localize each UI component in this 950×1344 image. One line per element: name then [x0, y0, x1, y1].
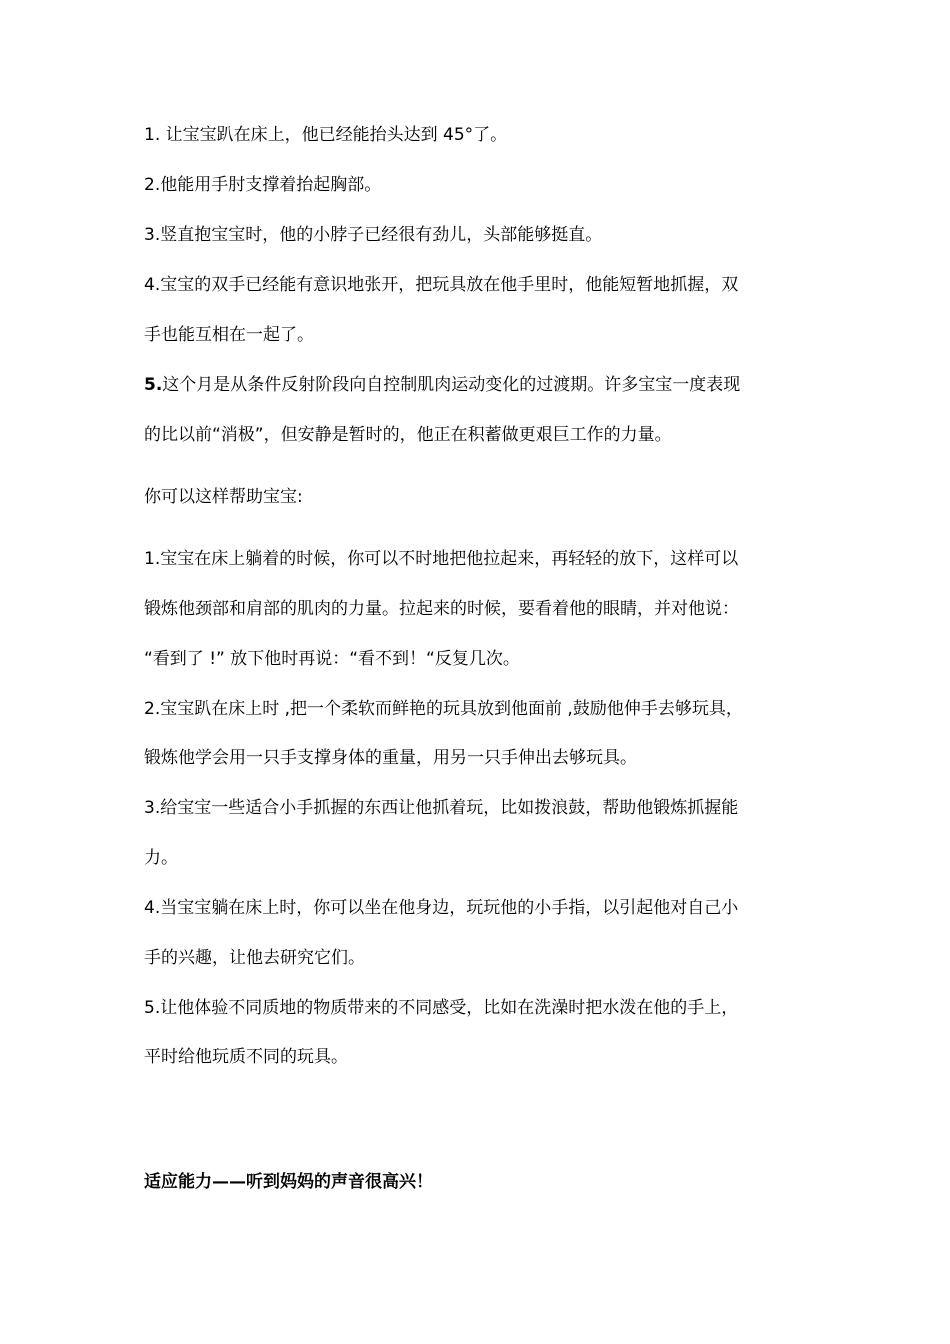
- text-line: 3.给宝宝一些适合小手抓握的东西让他抓着玩，比如拨浪鼓，帮助他锻炼抓握能: [144, 798, 739, 818]
- text-line: “看到了 !” 放下他时再说：“看不到！“反复几次。: [144, 649, 520, 669]
- text-line: 锻炼他学会用一只手支撑身体的重量，用另一只手伸出去够玩具。: [144, 748, 637, 768]
- section-heading: 适应能力——听到妈妈的声音很高兴！: [144, 1172, 433, 1192]
- text-line: 4.当宝宝躺在床上时，你可以坐在他身边，玩玩他的小手指，以引起他对自己小: [144, 898, 739, 918]
- text-line: 锻炼他颈部和肩部的肌肉的力量。拉起来的时候，要看着他的眼睛，并对他说：: [144, 599, 739, 619]
- text-span: 这个月是从条件反射阶段向自控制肌肉运动变化的过渡期。许多宝宝一度表现: [162, 375, 741, 395]
- section-intro: 你可以这样帮助宝宝:: [144, 487, 303, 507]
- list-number: 5.: [144, 375, 163, 395]
- text-line: 2.他能用手肘支撑着抬起胸部。: [144, 175, 382, 195]
- text-line: 4.宝宝的双手已经能有意识地张开，把玩具放在他手里时，他能短暂地抓握，双: [144, 275, 739, 295]
- text-line: 5.让他体验不同质地的物质带来的不同感受，比如在洗澡时把水泼在他的手上，: [144, 998, 739, 1018]
- text-line: 平时给他玩质不同的玩具。: [144, 1047, 348, 1067]
- text-line: 3.竖直抱宝宝时，他的小脖子已经很有劲儿，头部能够挺直。: [144, 225, 603, 245]
- text-line: 2.宝宝趴在床上时 ,把一个柔软而鲜艳的玩具放到他面前 ,鼓励他伸手去够玩具，: [144, 699, 743, 719]
- text-line: 手的兴趣，让他去研究它们。: [144, 948, 365, 968]
- text-line: 1.宝宝在床上躺着的时候，你可以不时地把他拉起来，再轻轻的放下，这样可以: [144, 549, 739, 569]
- text-line: 的比以前“消极”，但安静是暂时的，他正在积蓄做更艰巨工作的力量。: [144, 425, 672, 445]
- text-line: [144, 373, 824, 397]
- text-line: 1. 让宝宝趴在床上，他已经能抬头达到 45°了。: [144, 125, 508, 145]
- text-line: 力。: [144, 848, 178, 868]
- text-line: 手也能互相在一起了。: [144, 325, 314, 345]
